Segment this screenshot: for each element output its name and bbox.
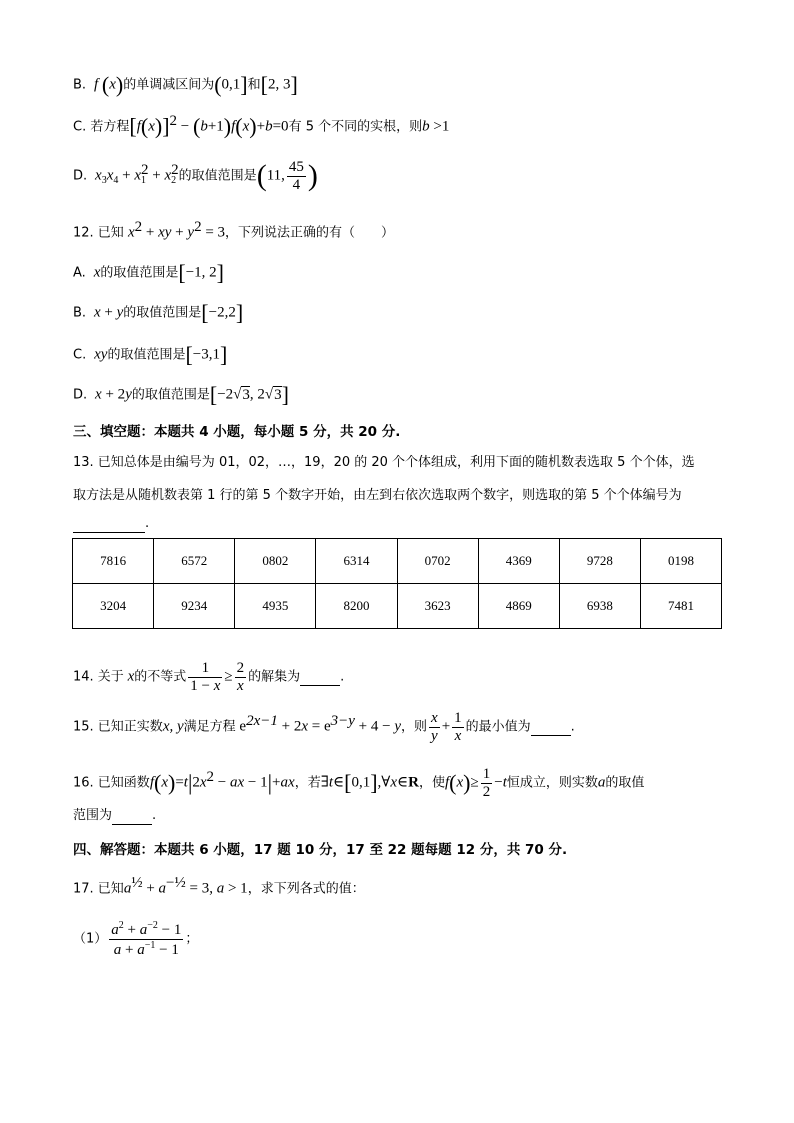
q16-line-2: 范围为 . (73, 808, 157, 823)
q13-answer-blank[interactable] (73, 516, 145, 533)
q12-option-d: D. x + 2y的取值范围是[−2√3, 2√3] (73, 382, 289, 407)
q12-option-c: C. xy的取值范围是[−3,1] (73, 342, 228, 367)
q13-line-2: 取方法是从随机数表第 1 行的第 5 个数字开始，由左到右依次选取两个数字，则选取的第 5 个个体编号为 (73, 488, 682, 503)
q14-line: 14. 关于 x的不等式 $\frac{1}{1 - x}$ ≥ $\frac{2}{x}$ 的解集为 . (73, 660, 345, 694)
fraction-1-over-x: $\frac{1}{x}$ (454, 710, 462, 744)
table-row (73, 539, 722, 584)
table-cell: 3623 (397, 584, 478, 629)
section-3-title: 三、填空题：本题共 4 小题，每小题 5 分，共 20 分. (73, 424, 401, 440)
fraction-1-over-2: $\frac{1}{2}$ (482, 766, 491, 800)
q12-stem: 12. 已知 $x^2$ + xy + $y^2 = 3$，下列说法正确的有（ ） (73, 219, 395, 241)
table-cell: 8200 (316, 584, 397, 629)
table-cell: 9234 (154, 584, 235, 629)
fraction-1-over-1-minus-x: $\frac{1}{1 - x}$ (190, 660, 221, 694)
table-cell: 6314 (316, 539, 397, 584)
q11-option-b: B. f (x)的单调减区间为(0,1]和[2, 3] (73, 72, 298, 97)
q17-stem: 17. 已知$a^{\frac{1}{2}} + a^{-\frac{1}{2}} = 3$, a > 1，求下列各式的值： (73, 875, 365, 897)
q16-line-1: 16. 已知函数$f(x)=t|2x^2$ − ax − 1|+ax，若∃t∈[0,1],∀x∈R，使f(x)≥ $\frac{1}{2}$ −t恒成立，则实数a的取值 (73, 766, 645, 800)
table-cell: 6572 (154, 539, 235, 584)
table-cell: 0702 (397, 539, 478, 584)
q16-answer-blank[interactable] (112, 808, 152, 825)
fraction-q17-part-1: $\frac{a^2 + a^{-2} - 1}{a + a^{-1} - 1}$ (111, 920, 182, 958)
table-cell: 7481 (640, 584, 721, 629)
table-cell: 0802 (235, 539, 316, 584)
q17-part-1: （1） $\frac{a^2 + a^{-2} - 1}{a + a^{-1} - 1}$ ； (73, 920, 199, 958)
fraction-x-over-y: $\frac{x}{y}$ (431, 710, 438, 744)
fraction-45-4: $\frac{45}{4}$ (288, 159, 304, 193)
table-row (73, 584, 722, 629)
table-cell: 0198 (640, 539, 721, 584)
q15-answer-blank[interactable] (531, 720, 571, 737)
q11-option-d: D. $x_3x_4 + x_1^2 + x_2^2$的取值范围是(11, $\frac{45}{4}$ ) (73, 159, 318, 193)
fraction-2-over-x: $\frac{2}{x}$ (236, 660, 245, 694)
table-cell: 7816 (73, 539, 154, 584)
random-number-table (72, 538, 722, 629)
q13-answer-line: . (73, 516, 149, 533)
math-f-x: f (90, 76, 102, 93)
q12-option-a: A. x的取值范围是[−1, 2] (73, 260, 224, 285)
q13-line-1: 13. 已知总体是由编号为 01，02，…，19，20 的 20 个个体组成，利用下面的随机数表选取 5 个个体，选 (73, 455, 695, 470)
table-cell: 9728 (559, 539, 640, 584)
table-cell: 4935 (235, 584, 316, 629)
table-cell: 3204 (73, 584, 154, 629)
table-cell: 4369 (478, 539, 559, 584)
q15-line: 15. 已知正实数x, y满足方程 $e^{2x-1} + 2x = e^{3-y} + 4 - y$，则 $\frac{x}{y}$ + $\frac{1}{x}$ 的最小值为 . (73, 710, 575, 744)
q11-option-c: C. 若方程$[f(x)]^2 - (b+1)f(x)+b=0$有 5 个不同的实根，则b >1 (73, 113, 450, 139)
table-cell: 4869 (478, 584, 559, 629)
q14-answer-blank[interactable] (300, 670, 340, 687)
table-cell: 6938 (559, 584, 640, 629)
section-4-title: 四、解答题：本题共 6 小题，17 题 10 分，17 至 22 题每题 12 分，共 70 分. (73, 842, 568, 858)
q12-option-b: B. x + y的取值范围是[−2,2] (73, 300, 244, 325)
